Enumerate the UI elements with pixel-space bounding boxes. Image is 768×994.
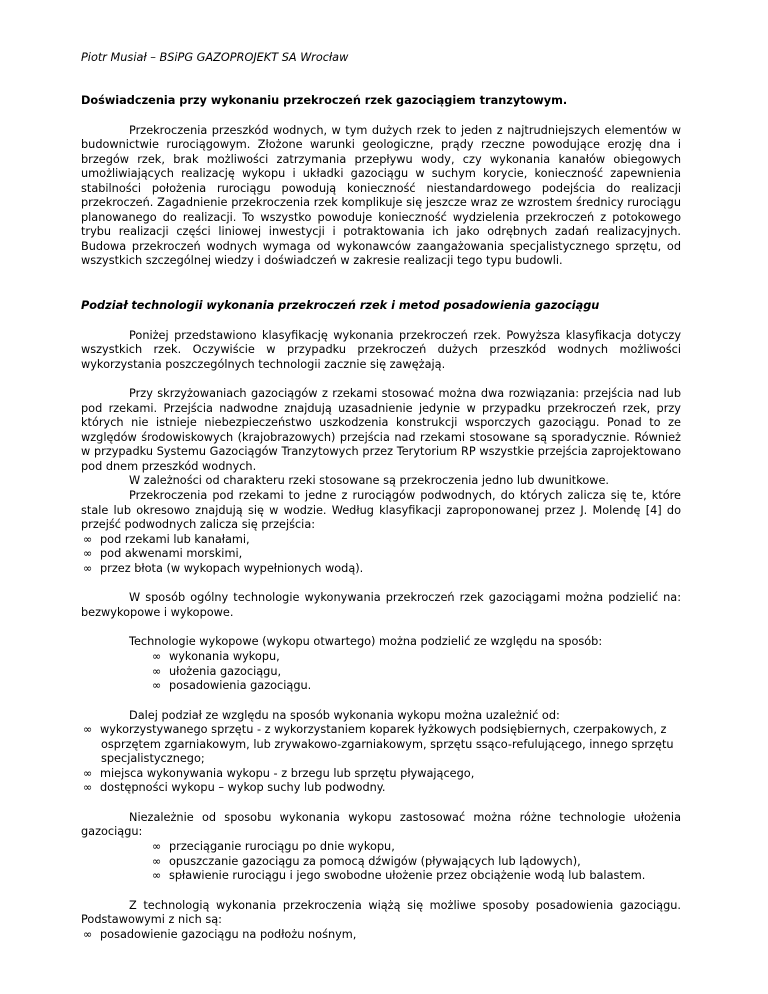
list-item: ∞ wykorzystywanego sprzętu - z wykorzystaniem koparek łyżkowych podsiębiernych, czerpakowych, z osprzętem zgarniakowym, lub zrywakowo-zgarniakowym, sprzętu ssąco-refulującego, innego sprzętu specjalistycznego;	[83, 723, 674, 766]
infinity-bullet-icon: ∞	[83, 781, 93, 795]
list-item: ∞ dostępności wykopu – wykop suchy lub podwodny.	[83, 781, 386, 795]
infinity-bullet-icon: ∞	[83, 927, 93, 941]
list-item: ∞ opuszczanie gazociągu za pomocą dźwigów (pływających lub lądowych),	[152, 854, 581, 868]
list-item: ∞ ułożenia gazociągu,	[152, 664, 282, 678]
document-title: Doświadczenia przy wykonaniu przekroczeń rzek gazociągiem tranzytowym.	[81, 94, 568, 107]
list-item: ∞ posadowienia gazociągu.	[152, 679, 312, 693]
trench-tech-list	[81, 650, 681, 694]
infinity-bullet-icon: ∞	[152, 649, 162, 663]
paragraph-foundation: Z technologią wykonania przekroczenia wiążą się możliwe sposoby posadowienia gazociągu. Podstawowymi z nich są:	[81, 898, 681, 927]
infinity-bullet-icon: ∞	[83, 532, 93, 546]
document-body	[81, 94, 681, 942]
infinity-bullet-icon: ∞	[152, 664, 162, 678]
paragraph-crossings: Przy skrzyżowaniach gazociągów z rzekami stosować można dwa rozwiązania: przejścia nad lub pod rzekami. Przejścia nadwodne znajdują uzasadnienie jedynie w przypadku przekroczeń rzek, przy których nie istnieje niebezpieczeństwo uszkodzenia konstrukcji wsporczych gazociągu. Ponad to ze względów środowiskowych (krajobrazowych) przejścia nad rzekami stosowane są sporadycznie. Również w przypadku Systemu Gazociągów Tranzytowych przez Terytorium RP wszystkie przejścia zaprojektowano pod dnem przeszkód wodnych.	[81, 387, 681, 473]
infinity-bullet-icon: ∞	[152, 854, 162, 868]
paragraph-trench-tech: Technologie wykopowe (wykopu otwartego) można podzielić ze względu na sposób:	[129, 635, 603, 649]
list-item: ∞ przeciąganie rurociągu po dnie wykopu,	[152, 839, 395, 853]
list-item: ∞ posadowienie gazociągu na podłożu nośnym,	[83, 927, 357, 941]
list-item: ∞ pod akwenami morskimi,	[83, 547, 243, 561]
section-title: Podział technologii wykonania przekroczeń rzek i metod posadowienia gazociągu	[81, 299, 600, 313]
paragraph-single-double: W zależności od charakteru rzeki stosowane są przekroczenia jedno lub dwunitkowe.	[129, 474, 610, 488]
infinity-bullet-icon: ∞	[83, 561, 93, 575]
infinity-bullet-icon: ∞	[83, 766, 93, 780]
infinity-bullet-icon: ∞	[152, 839, 162, 853]
paragraph-classification: Poniżej przedstawiono klasyfikację wykonania przekroczeń rzek. Powyższa klasyfikacja dotyczy wszystkich rzek. Oczywiście w przypadku przekroczeń dużych przeszkód wodnych możliwości wykorzystania poszczególnych technologii zacznie się zawężają.	[81, 328, 681, 371]
list-item: ∞ wykonania wykopu,	[152, 649, 280, 663]
underwater-list	[81, 533, 681, 577]
list-item: ∞ miejsca wykonywania wykopu - z brzegu lub sprzętu pływającego,	[83, 766, 475, 780]
paragraph-intro: Przekroczenia przeszkód wodnych, w tym dużych rzek to jeden z najtrudniejszych elementów w budownictwie rurociągowym. Złożone warunki geologiczne, prądy rzeczne powodujące erozję dna i brzegów rzek, brak możliwości zatrzymania przepływu wody, czy wykonania kanałów obiegowych umożliwiających realizację wykopu i układki gazociągu w suchym korycie, konieczność zapewnienia stabilności położenia rurociągu powodują konieczność niestandardowego podejścia do realizacji przekroczeń. Zagadnienie przekroczenia rzek komplikuje się jeszcze wraz ze wzrostem średnicy rurociągu planowanego do realizacji. To wszystko powoduje konieczność wydzielenia przekroczeń z potokowego trybu realizacji części liniowej inwestycji i potraktowania ich jako odrębnych zadań realizacyjnych. Budowa przekroczeń wodnych wymaga od wykonawców zaangażowania specjalistycznego sprzętu, od wszystkich szczególnej wiedzy i doświadczeń w zakresie realizacji tego typu budowli.	[81, 123, 681, 268]
infinity-bullet-icon: ∞	[83, 547, 93, 561]
infinity-bullet-icon: ∞	[152, 679, 162, 693]
page-header: Piotr Musiał – BSiPG GAZOPROJEKT SA Wrocław	[81, 51, 349, 64]
infinity-bullet-icon: ∞	[152, 869, 162, 883]
foundation-list	[81, 928, 681, 943]
list-item: ∞ spławienie rurociągu i jego swobodne ułożenie przez obciążenie wodą lub balastem.	[152, 869, 646, 883]
trench-method-list	[81, 723, 681, 796]
list-item: ∞ pod rzekami lub kanałami,	[83, 532, 250, 546]
paragraph-trench-method: Dalej podział ze względu na sposób wykonania wykopu można uzależnić od:	[129, 708, 560, 722]
paragraph-laying: Niezależnie od sposobu wykonania wykopu zastosować można różne technologie ułożenia gazociągu:	[81, 810, 681, 839]
list-item: ∞ przez błota (w wykopach wypełnionych wodą).	[83, 561, 364, 575]
paragraph-general-split: W sposób ogólny technologie wykonywania przekroczeń rzek gazociągami można podzielić na: bezwykopowe i wykopowe.	[81, 591, 681, 619]
laying-list	[81, 840, 681, 884]
paragraph-underwater: Przekroczenia pod rzekami to jedne z rurociągów podwodnych, do których zalicza się te, które stale lub okresowo znajdują się w wodzie. Według klasyfikacji zaproponowanej przez J. Molendę [4] do przejść podwodnych zalicza się przejścia:	[81, 489, 681, 532]
infinity-bullet-icon: ∞	[83, 723, 93, 737]
